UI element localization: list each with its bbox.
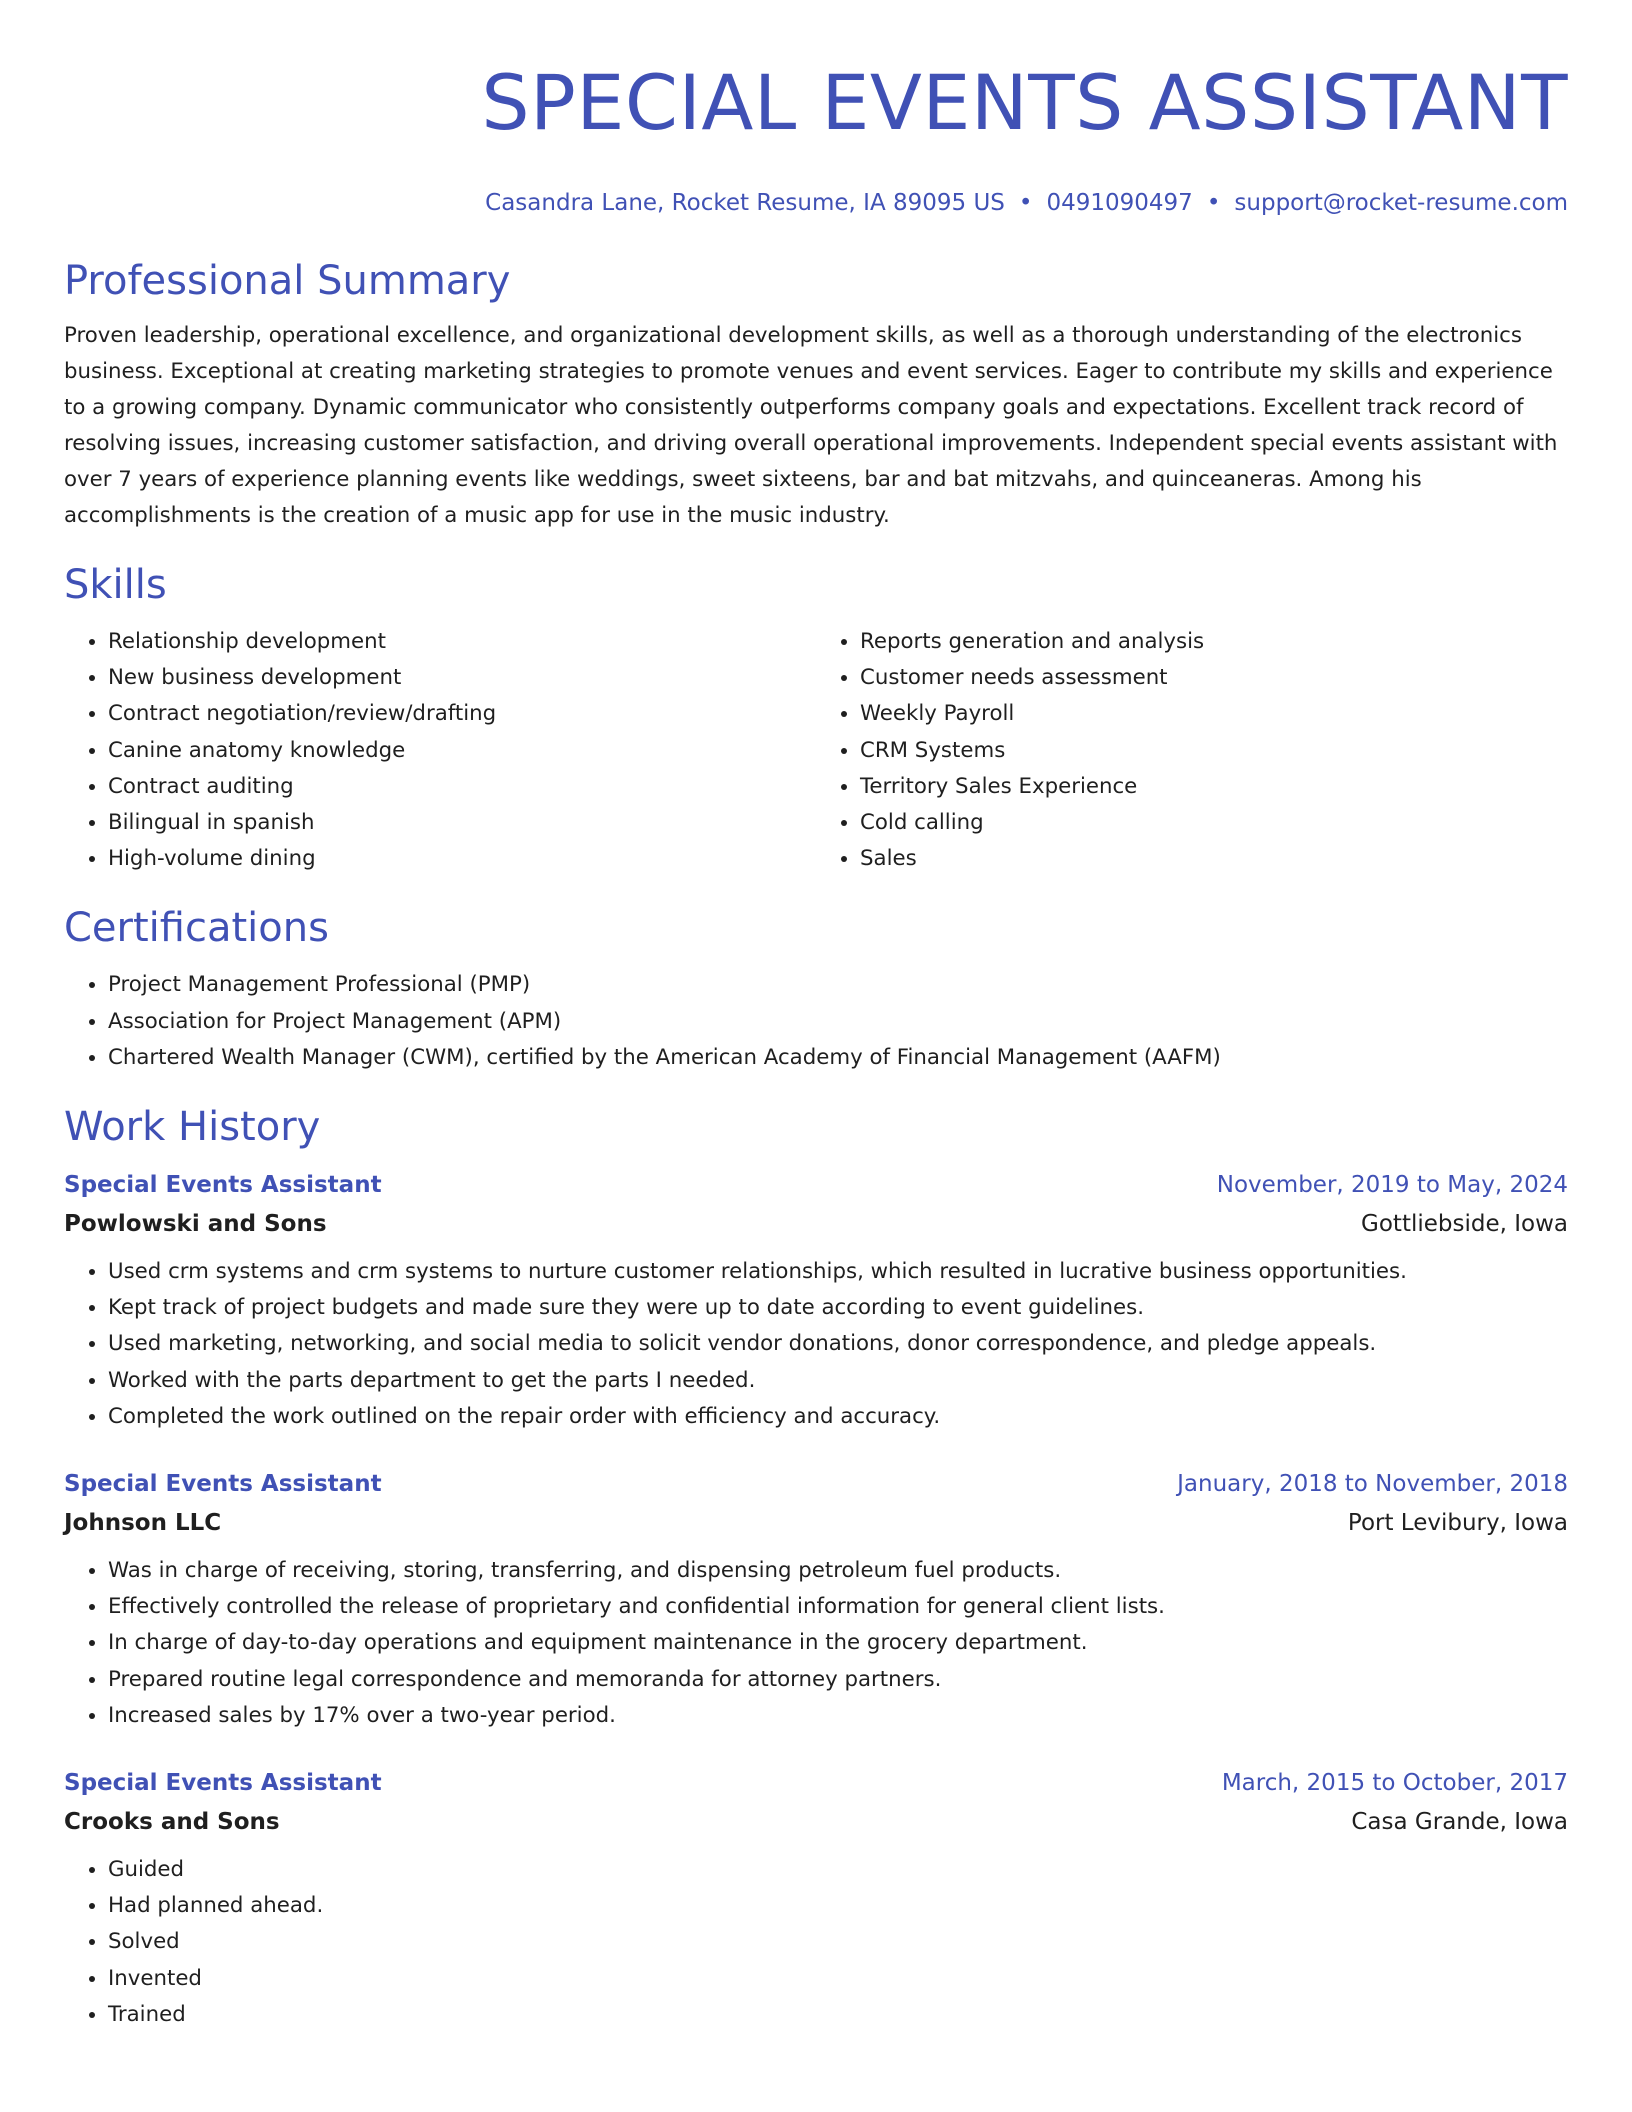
job-title-row [64,1764,1568,1802]
skill-item: • Contract negotiation/review/drafting [108,696,816,732]
contact-address: Casandra Lane, Rocket Resume, IA 89095 US [485,190,1005,216]
resume-header [64,0,1568,218]
job-location: Port Levibury, Iowa [1347,1510,1568,1537]
job-location: Gottliebside, Iowa [1361,1211,1568,1238]
skill-item: • New business development [108,660,816,696]
certification-item: • Chartered Wealth Manager (CWM), certified by the American Academy of Financial Management (AAFM) [108,1040,1568,1076]
skills-list-right [816,624,1568,877]
job-title: Special Events Assistant [64,1172,382,1199]
job-bullet: • In charge of day-to-day operations and equipment maintenance in the grocery department. [108,1625,1568,1661]
job-title-row [64,1465,1568,1503]
skill-item: • Territory Sales Experience [860,769,1568,805]
job-title: Special Events Assistant [64,1471,382,1498]
job-company: Johnson LLC [64,1510,222,1537]
job-bullet: • Invented [108,1961,1568,1997]
job-company: Crooks and Sons [64,1809,280,1836]
job-bullet: • Solved [108,1924,1568,1960]
job-bullet: • Completed the work outlined on the repair order with efficiency and accuracy. [108,1399,1568,1435]
skills-heading: Skills [64,562,167,608]
job-entry [64,1764,1568,2033]
skill-item: • Relationship development [108,624,816,660]
job-company: Powlowski and Sons [64,1211,327,1238]
job-entry [64,1465,1568,1734]
contact-email: support@rocket-resume.com [1234,190,1568,216]
resume-page [64,0,1568,2033]
contact-separator: • [1206,190,1221,216]
skill-item: • Bilingual in spanish [108,805,816,841]
skill-item: • Weekly Payroll [860,696,1568,732]
contact-phone: 0491090497 [1046,190,1193,216]
job-bullet: • Trained [108,1997,1568,2033]
certification-item: • Association for Project Management (APM) [108,1004,1568,1040]
certifications-list [64,967,1568,1076]
job-title-row [64,1166,1568,1204]
job-entry [64,1166,1568,1435]
job-bullet: • Had planned ahead. [108,1888,1568,1924]
skill-item: • CRM Systems [860,733,1568,769]
job-bullet: • Worked with the parts department to get the parts I needed. [108,1363,1568,1399]
summary-heading: Professional Summary [64,258,511,304]
job-dates: November, 2019 to May, 2024 [1216,1172,1568,1199]
job-bullet: • Effectively controlled the release of proprietary and confidential information for general client lists. [108,1589,1568,1625]
job-bullets [64,1553,1568,1734]
job-company-row [64,1802,1568,1842]
skill-item: • Reports generation and analysis [860,624,1568,660]
job-company-row [64,1204,1568,1244]
skill-item: • High-volume dining [108,841,816,877]
skill-item: • Contract auditing [108,769,816,805]
resume-title: SPECIAL EVENTS ASSISTANT [481,58,1568,147]
skill-item: • Sales [860,841,1568,877]
job-bullets [64,1852,1568,2033]
summary-text: Proven leadership, operational excellence, and organizational development skills, as well as a thorough understanding of the electronics business. Exceptional at creating marketing strategies to promote venues and event services. Eager to contribute my skills and experience to a growing company. Dynamic communicator who consistently outperforms company goals and expectations. Excellent track record of resolving issues, increasing customer satisfaction, and driving overall operational improvements. Independent special events assistant with over 7 years of experience planning events like weddings, sweet sixteens, bar and bat mitzvahs, and quinceaneras. Among his accomplishments is the creation of a music app for use in the music industry. [64,323,1558,528]
job-bullet: • Guided [108,1852,1568,1888]
work-history-heading: Work History [64,1104,321,1151]
skill-item: • Customer needs assessment [860,660,1568,696]
contact-separator: • [1018,190,1033,216]
skill-item: • Canine anatomy knowledge [108,733,816,769]
job-dates: January, 2018 to November, 2018 [1177,1471,1568,1498]
skills-list-left [64,624,816,877]
job-bullet: • Increased sales by 17% over a two-year period. [108,1698,1568,1734]
certification-item: • Project Management Professional (PMP) [108,967,1568,1003]
job-bullet: • Kept track of project budgets and made sure they were up to date according to event guidelines. [108,1290,1568,1326]
job-title: Special Events Assistant [64,1770,382,1797]
job-bullet: • Was in charge of receiving, storing, transferring, and dispensing petroleum fuel products. [108,1553,1568,1589]
certifications-heading: Certifications [64,905,329,952]
job-bullet: • Used crm systems and crm systems to nurture customer relationships, which resulted in lucrative business opportunities. [108,1254,1568,1290]
job-company-row [64,1503,1568,1543]
job-bullet: • Used marketing, networking, and social media to solicit vendor donations, donor correspondence, and pledge appeals. [108,1326,1568,1362]
job-dates: March, 2015 to October, 2017 [1221,1770,1568,1797]
contact-line [64,188,1568,218]
job-location: Casa Grande, Iowa [1351,1809,1568,1836]
job-bullets [64,1254,1568,1435]
skills-grid [64,624,1568,877]
job-bullet: • Prepared routine legal correspondence and memoranda for attorney partners. [108,1662,1568,1698]
skill-item: • Cold calling [860,805,1568,841]
